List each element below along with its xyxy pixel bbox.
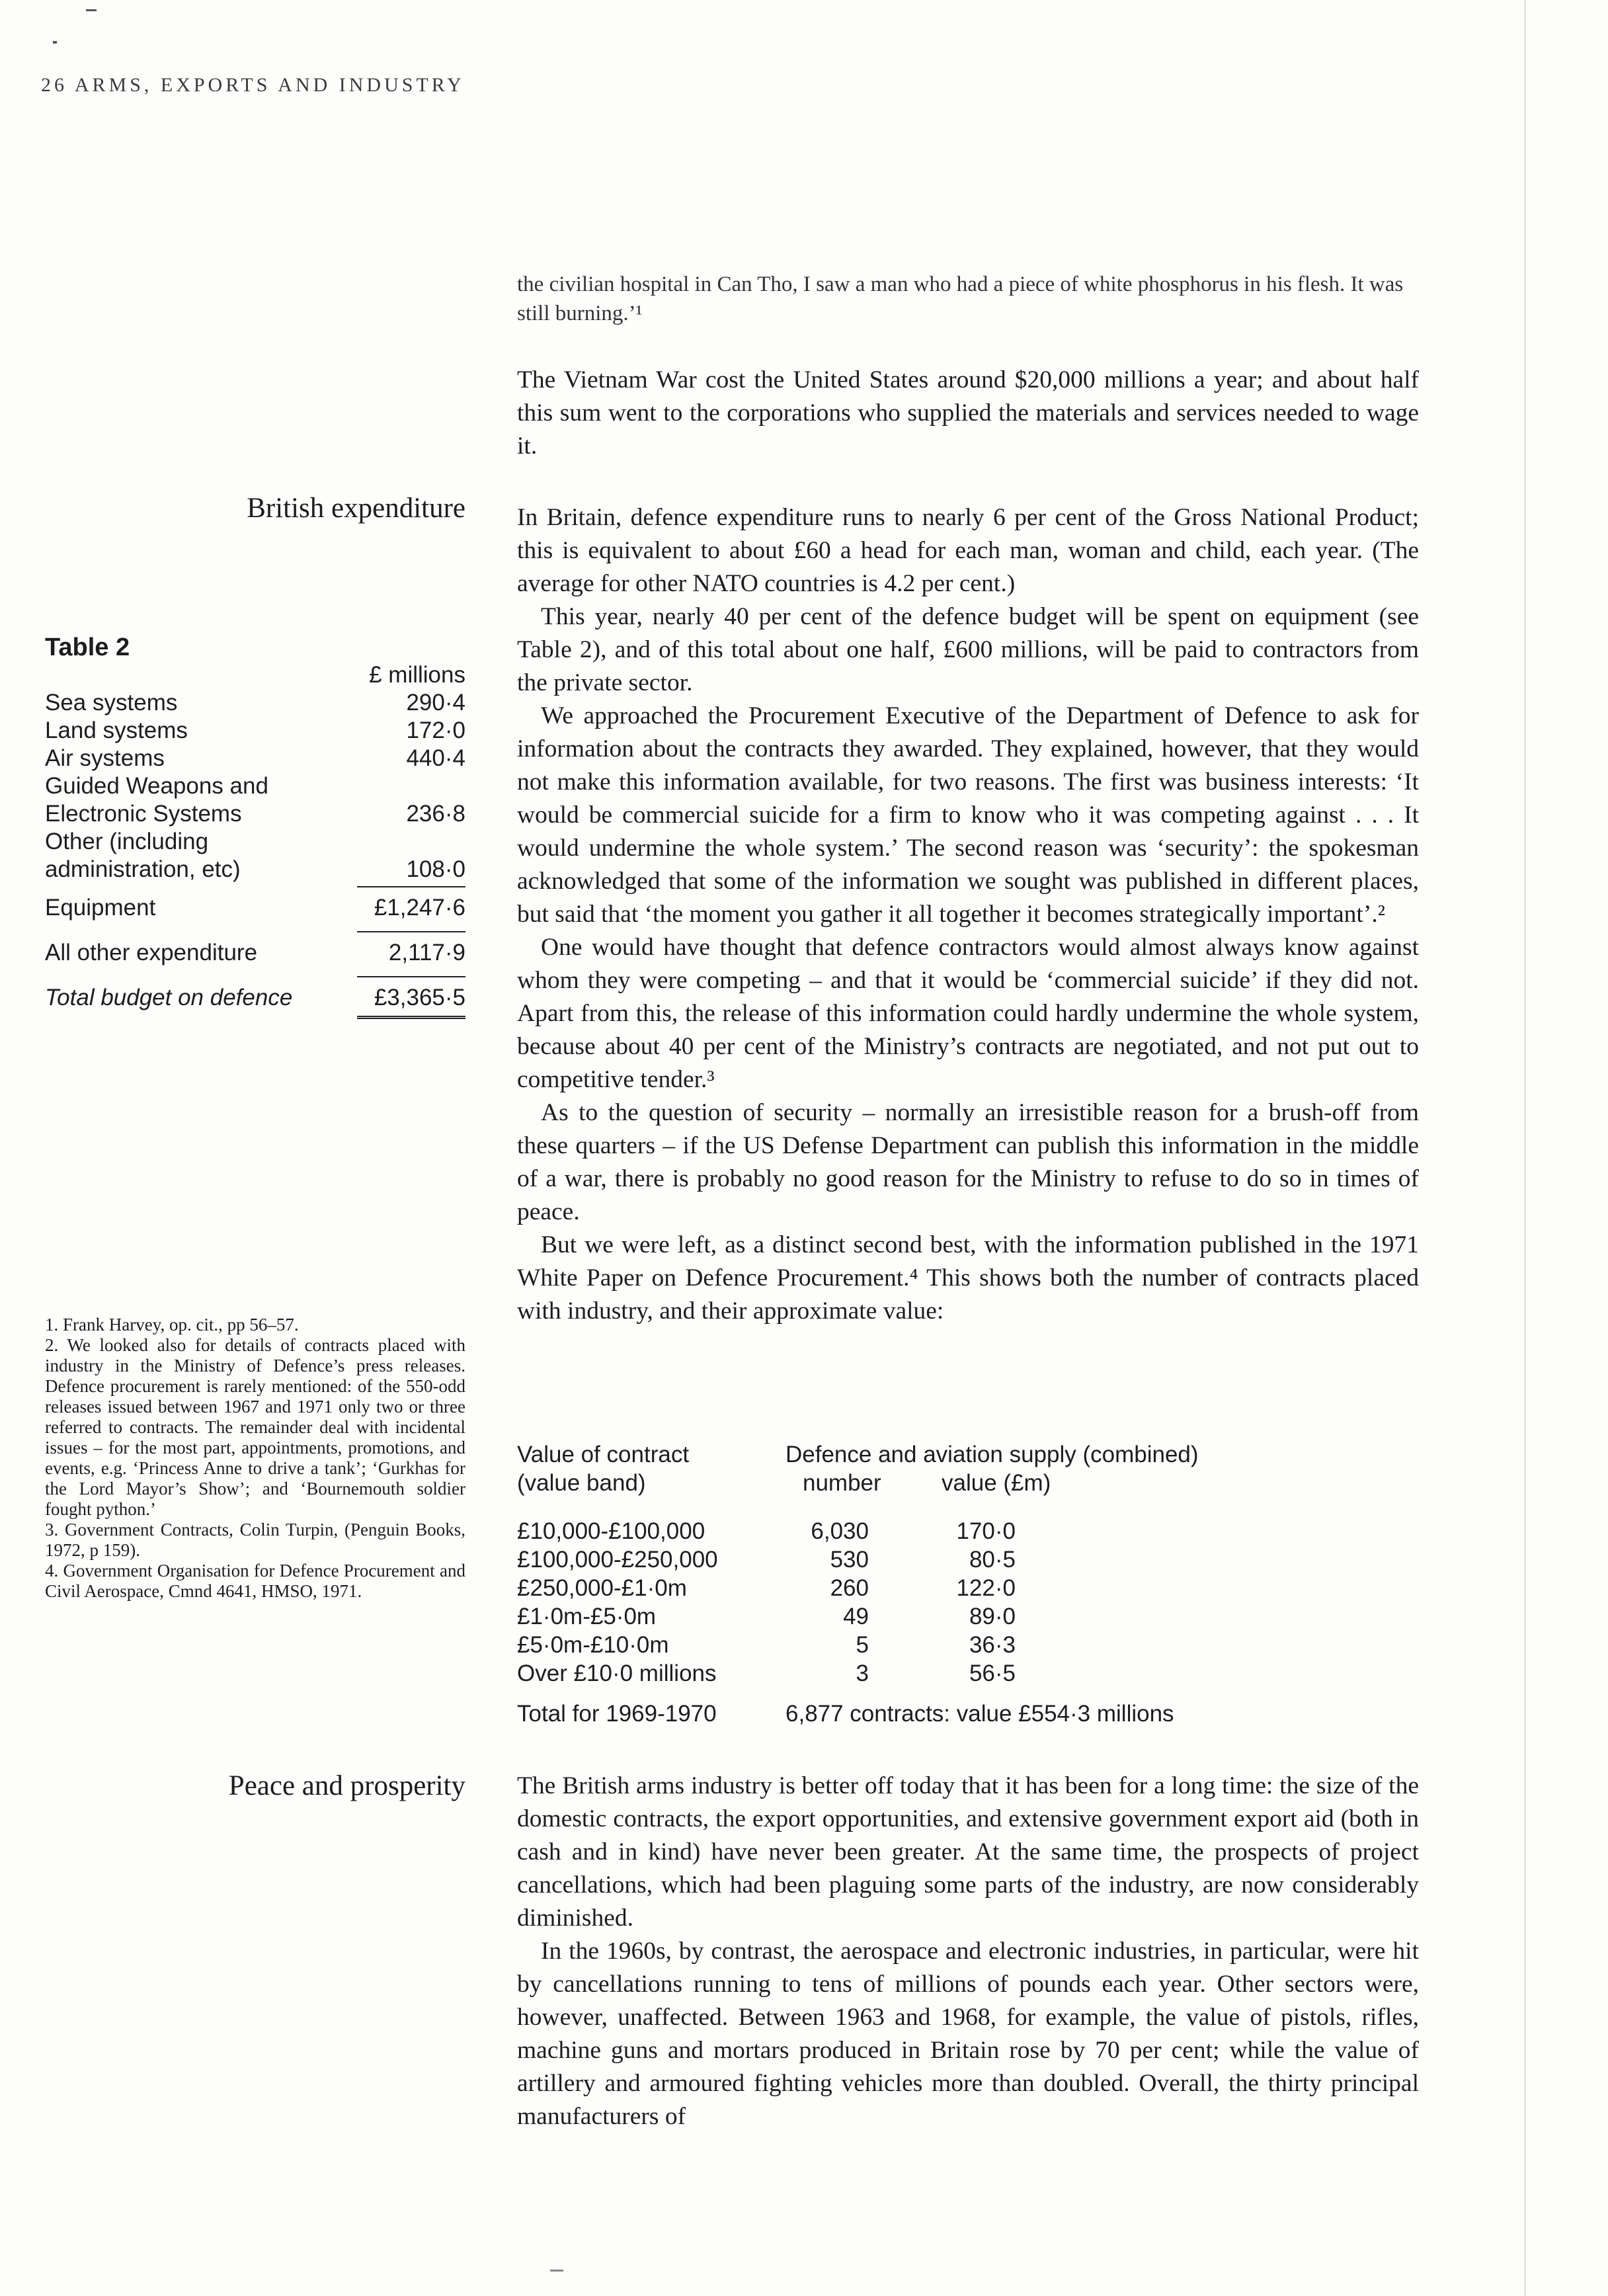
- subtotal-rule: [357, 886, 465, 887]
- contract-value: 122·0: [956, 1575, 1016, 1601]
- running-head: 26 ARMS, EXPORTS AND INDUSTRY: [41, 74, 465, 96]
- column-header: (value band): [517, 1470, 646, 1496]
- table-row: [517, 1602, 1419, 1631]
- contract-number: 5: [856, 1632, 869, 1658]
- row-label: administration, etc): [45, 856, 241, 882]
- table-row: [517, 1574, 1419, 1602]
- row-value: £3,365·5: [374, 985, 465, 1010]
- table-row: [517, 1631, 1419, 1659]
- value-band: Over £10·0 millions: [517, 1660, 717, 1686]
- scan-mark: [86, 9, 97, 11]
- table-2: [45, 661, 465, 1019]
- footnote: 4. Government Organisation for Defence Procurement and Civil Aerospace, Cmnd 4641, HMSO, 1971.: [45, 1561, 465, 1601]
- contract-value: 89·0: [969, 1604, 1016, 1629]
- total-double-rule: [357, 1016, 465, 1019]
- paragraph: This year, nearly 40 per cent of the defence budget will be spent on equipment (see Table 2), and of this total about one half, £600 millions, will be paid to contractors from the private sector.: [517, 603, 1419, 696]
- other-expenditure-row: [45, 939, 465, 967]
- row-value: 290·4: [406, 690, 465, 716]
- equipment-row: [45, 894, 465, 922]
- value-band: £1·0m-£5·0m: [517, 1604, 657, 1629]
- quote-text: the civilian hospital in Can Tho, I saw a man who had a piece of white phosphorus in his flesh. It was still burning.’¹: [517, 272, 1404, 325]
- table-header-row: [517, 1440, 1419, 1469]
- table-row: [45, 800, 465, 828]
- row-label: Sea systems: [45, 690, 178, 716]
- section-heading-british-expenditure: British expenditure: [247, 493, 465, 524]
- row-label: Equipment: [45, 895, 156, 921]
- contract-number: 260: [830, 1575, 869, 1601]
- paragraph: In Britain, defence expenditure runs to nearly 6 per cent of the Gross National Product; this is equivalent to about £60 a head for each man, woman and child, each year. (The average for other NATO countries is 4.2 per cent.): [517, 504, 1419, 597]
- subtotal-rule: [357, 931, 465, 932]
- value-band: £5·0m-£10·0m: [517, 1632, 669, 1658]
- total-value: 6,877 contracts: value £554·3 millions: [785, 1701, 1174, 1727]
- footnote: 3. Government Contracts, Colin Turpin, (Penguin Books, 1972, p 159).: [45, 1520, 465, 1560]
- contract-value: 170·0: [956, 1518, 1016, 1544]
- column-header: number: [803, 1470, 881, 1496]
- paragraph: As to the question of security – normally an irresistible reason for a brush-off from these quarters – if the US Defense Department can publish this information in the middle of a war, there is probably no good reason for the Ministry to refuse to do so in times of peace.: [517, 1099, 1419, 1225]
- table-row: [45, 856, 465, 883]
- contract-number: 530: [830, 1547, 869, 1573]
- row-label: Electronic Systems: [45, 801, 242, 827]
- subtotal-rule: [357, 976, 465, 977]
- total-row: [45, 984, 465, 1012]
- total-label: Total for 1969-1970: [517, 1701, 717, 1727]
- row-label: Other (including: [45, 829, 209, 854]
- contract-number: 3: [856, 1660, 869, 1686]
- row-label: Guided Weapons and: [45, 773, 268, 799]
- footnote: 2. We looked also for details of contracts placed with industry in the Ministry of Defence’s press releases. Defence procurement is rarely mentioned: of the 550-odd releases issued between 1967 and 1971 only two or three referred to contracts. The remainder deal with incidental issues – for the most part, appointments, promotions, and events, e.g. ‘Princess Anne to drive a tank’; ‘Gurkhas for the Lord Mayor’s Show’; and ‘Bournemouth soldier fought python.’: [45, 1335, 465, 1519]
- contract-value: 80·5: [969, 1547, 1016, 1573]
- table-row: [45, 717, 465, 745]
- row-label: Total budget on defence: [45, 985, 293, 1010]
- paragraph: The British arms industry is better off today that it has been for a long time: the size of the domestic contracts, the export opportunities, and extensive government export aid (both in cash and in kind) have never been greater. At the same time, the prospects of project cancellations, which had been plaguing some parts of the industry, are now considerably diminished.: [517, 1772, 1419, 1932]
- row-label: Land systems: [45, 718, 188, 743]
- paragraph: But we were left, as a distinct second best, with the information published in the 1971 White Paper on Defence Procurement.⁴ This shows both the number of contracts placed with industry, and their approximate value:: [517, 1231, 1419, 1325]
- footnotes: [45, 1315, 465, 1602]
- row-label: Air systems: [45, 745, 165, 771]
- column-header: value (£m): [942, 1470, 1051, 1496]
- paragraph: One would have thought that defence contractors would almost always know against whom they were competing – and that it would be ‘commercial suicide’ if they did not. Apart from this, the release of this information could hardly undermine the whole system, because about 40 per cent of the Ministry’s contracts are negotiated, and not put out to competitive tender.³: [517, 934, 1419, 1093]
- row-value: 108·0: [406, 856, 465, 882]
- table-row: [45, 772, 465, 800]
- section-body-peace-and-prosperity: [517, 1770, 1419, 2133]
- table-row: [45, 689, 465, 717]
- intro-paragraph: [517, 364, 1419, 463]
- row-value: 172·0: [406, 718, 465, 743]
- table-header-row: [517, 1469, 1419, 1497]
- row-label: All other expenditure: [45, 940, 258, 965]
- row-value: £1,247·6: [374, 895, 465, 921]
- table-row: [45, 828, 465, 856]
- contract-value: 36·3: [969, 1632, 1016, 1658]
- column-header: Value of contract: [517, 1442, 690, 1467]
- table-row: [517, 1545, 1419, 1574]
- paragraph: The Vietnam War cost the United States around $20,000 millions a year; and about half this sum went to the corporations who supplied the materials and services needed to wage it.: [517, 366, 1419, 460]
- table-2-title: Table 2: [45, 634, 130, 661]
- value-band: £250,000-£1·0m: [517, 1575, 687, 1601]
- contract-number: 49: [843, 1604, 869, 1629]
- table-2-unit: £ millions: [369, 662, 465, 688]
- value-band: £10,000-£100,000: [517, 1518, 705, 1544]
- contract-number: 6,030: [811, 1518, 869, 1544]
- scan-mark: [550, 2270, 563, 2272]
- footnote: 1. Frank Harvey, op. cit., pp 56–57.: [45, 1315, 299, 1334]
- scan-mark: [53, 41, 57, 44]
- group-header: Defence and aviation supply (combined): [785, 1442, 1199, 1467]
- table-row: [517, 1517, 1419, 1545]
- row-value: 236·8: [406, 801, 465, 827]
- contracts-table: [517, 1440, 1419, 1728]
- row-value: 2,117·9: [388, 940, 465, 965]
- value-band: £100,000-£250,000: [517, 1547, 718, 1573]
- table-row: [45, 745, 465, 772]
- paragraph: We approached the Procurement Executive of the Department of Defence to ask for information about the contracts they awarded. They explained, however, that they would not make this information available, for two reasons. The first was business interests: ‘It would be commercial suicide for a firm to know who it was competing against . . . It would undermine the whole system.’ The second reason was ‘security’: the spokesman acknowledged that some of the information we sought was published in different places, but said that ‘the moment you gather it all together it becomes strategically important’.²: [517, 702, 1419, 928]
- section-heading-peace-and-prosperity: Peace and prosperity: [228, 1770, 465, 1801]
- contract-value: 56·5: [969, 1660, 1016, 1686]
- table-total-row: [517, 1700, 1419, 1728]
- table-row: [517, 1659, 1419, 1688]
- section-body-british-expenditure: [517, 501, 1419, 1328]
- paragraph: In the 1960s, by contrast, the aerospace and electronic industries, in particular, were hit by cancellations running to tens of millions of pounds each year. Other sectors were, however, unaffected. Between 1963 and 1968, for example, the value of pistols, rifles, machine guns and mortars produced in Britain rose by 70 per cent; while the value of artillery and armoured fighting vehicles more than doubled. Overall, the thirty principal manufacturers of: [517, 1938, 1419, 2130]
- row-value: 440·4: [406, 745, 465, 771]
